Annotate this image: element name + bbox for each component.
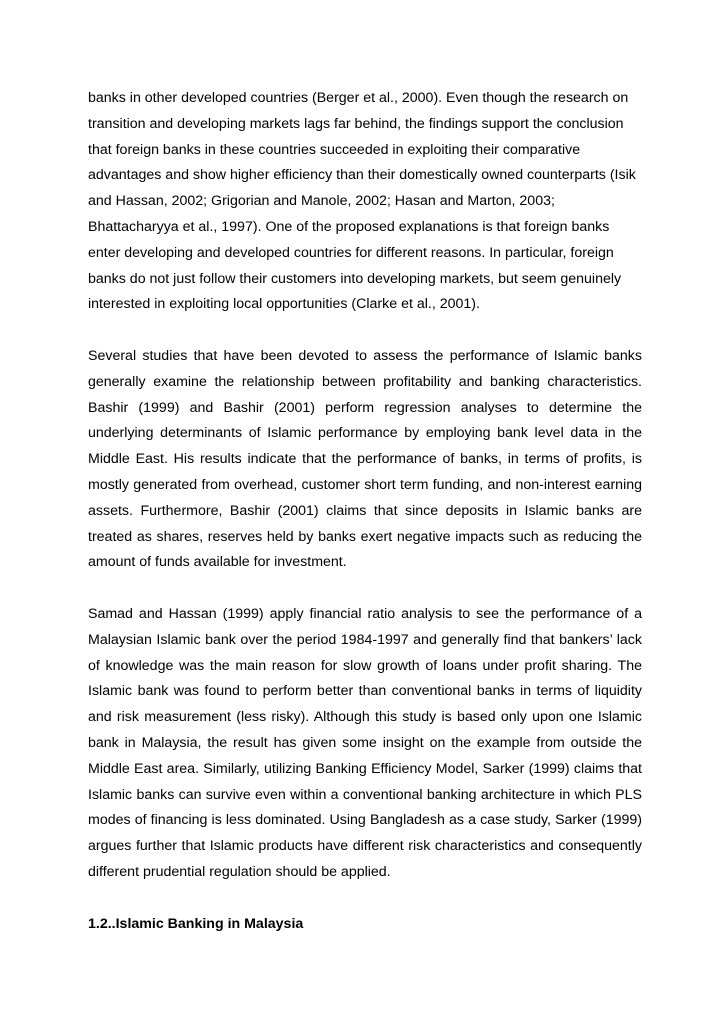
paragraph-islamic-bank-studies: Several studies that have been devoted to assess the performance of Islamic banks generally examine the relationship between profitability and banking characteristics. Bashir (1999) and Bashir (2001) perform regression analyses to determine the underlying determinants of Islamic performance by employing bank level data in the Middle East. His results indicate that the performance of banks, in terms of profits, is mostly generated from overhead, customer short term funding, and non-interest earning assets. Furthermore, Bashir (2001) claims that since deposits in Islamic banks are treated as shares, reserves held by banks exert negative impacts such as reducing the amount of funds available for investment. (88, 347, 642, 571)
section-heading: 1.2..Islamic Banking in Malaysia (88, 915, 304, 932)
paragraph-foreign-banks: banks in other developed countries (Berger et al., 2000). Even though the research on transition and developing markets lags far behind, the findings support the conclusion that foreign banks in these countries succeeded in exploiting their comparative advantages and show higher efficiency than their domestically owned counterparts (Isik and Hassan, 2002; Grigorian and Manole, 2002; Hasan and Marton, 2003; Bhattacharyya et al., 1997). One of the proposed explanations is that foreign banks enter developing and developed countries for different reasons. In particular, foreign banks do not just follow their customers into developing markets, but seem genuinely interested in exploiting local opportunities (Clarke et al., 2001). (88, 90, 636, 313)
document-page (88, 86, 642, 937)
paragraph-samad-hassan: Samad and Hassan (1999) apply financial ratio analysis to see the performance of a Malaysian Islamic bank over the period 1984-1997 and generally find that bankers’ lack of knowledge was the main reason for slow growth of loans under profit sharing. The Islamic bank was found to perform better than conventional banks in terms of liquidity and risk measurement (less risky). Although this study is based only upon one Islamic bank in Malaysia, the result has given some insight on the example from outside the Middle East area. Similarly, utilizing Banking Efficiency Model, Sarker (1999) claims that Islamic banks can survive even within a conventional banking architecture in which PLS modes of financing is less dominated. Using Bangladesh as a case study, Sarker (1999) argues further that Islamic products have different risk characteristics and consequently different prudential regulation should be applied. (88, 605, 642, 880)
